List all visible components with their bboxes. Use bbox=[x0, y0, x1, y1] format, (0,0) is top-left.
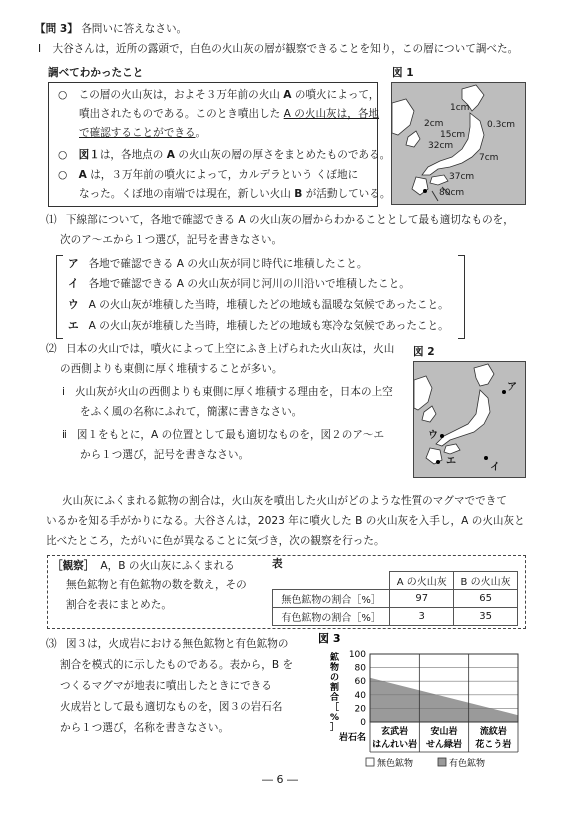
intro-line bbox=[38, 42, 518, 57]
category-label-2-bottom: 花こう岩 bbox=[475, 740, 512, 750]
y-tick-60: 60 bbox=[354, 677, 366, 688]
q2-ii-number: ⅱ bbox=[62, 429, 67, 441]
category-label-0-bottom: はんれい岩 bbox=[372, 740, 418, 750]
cell: 3 bbox=[390, 608, 454, 626]
choice-e bbox=[68, 319, 449, 334]
text: なった。くぼ地の南端では現在，新しい火山 bbox=[79, 188, 295, 200]
obs-line-2: 無色鉱物と有色鉱物の数を数え，その bbox=[66, 579, 247, 591]
choice-i bbox=[68, 277, 410, 292]
finding-2 bbox=[58, 148, 390, 163]
fig1-label-8: 80cm bbox=[439, 188, 465, 198]
question-instruction: 各問いに答えなさい。 bbox=[81, 23, 188, 35]
obs-label: ［観察］ bbox=[52, 560, 95, 572]
text: の噴火によって， bbox=[291, 89, 380, 101]
question-number: 【問 3】 bbox=[35, 23, 78, 35]
q3-line-5: から１つ選び，名称を書きなさい。 bbox=[60, 722, 230, 734]
obs-text: A，B の火山灰にふくまれる bbox=[100, 560, 235, 572]
bullet: ○ bbox=[58, 89, 68, 101]
finding-3-line-2 bbox=[79, 187, 390, 202]
legend-label-colorless: 無色鉱物 bbox=[377, 759, 414, 768]
y-tick-20: 20 bbox=[354, 704, 366, 715]
fig1-label-4: 15cm bbox=[440, 130, 466, 140]
q3-line-1 bbox=[46, 637, 288, 652]
table-title: 表 bbox=[272, 558, 283, 570]
choice-u bbox=[68, 298, 449, 313]
cell: 65 bbox=[454, 590, 518, 608]
q2-number: ⑵ bbox=[46, 343, 57, 355]
q2-ii-text: 図１をもとに，A の位置として最も適切なものを，図２のア～エ bbox=[76, 429, 385, 441]
text: 噴出されたものである。このとき噴出した bbox=[79, 108, 284, 120]
japan-map-figure1 bbox=[392, 83, 525, 204]
figure3-chart bbox=[318, 632, 530, 768]
q3-number: ⑶ bbox=[46, 638, 57, 650]
fig2-title: 図 2 bbox=[413, 346, 435, 358]
choice-text: A の火山灰が堆積した当時，堆積したどの地域も温暖な気候であったこと。 bbox=[88, 299, 449, 311]
choice-text: 各地で確認できる A の火山灰が同じ河川の川沿いで堆積したこと。 bbox=[88, 278, 410, 290]
y-tick-40: 40 bbox=[354, 690, 366, 701]
choice-key: エ bbox=[68, 320, 79, 332]
fig1-map bbox=[391, 82, 526, 205]
category-label-1-top: 安山岩 bbox=[430, 727, 458, 737]
table-row bbox=[273, 590, 518, 608]
q1-line-1 bbox=[46, 213, 514, 228]
x-axis-label: 岩石名 bbox=[338, 733, 366, 743]
fig2-label-u: ウ bbox=[428, 430, 438, 441]
volcano-b: B bbox=[294, 188, 303, 200]
obs-line-3: 割合を表にまとめた。 bbox=[66, 599, 172, 611]
cell: 97 bbox=[390, 590, 454, 608]
q3-text: 図３は，火成岩における無色鉱物と有色鉱物の bbox=[65, 638, 289, 650]
underlined-text: A の火山灰は，各地 bbox=[283, 108, 380, 120]
fig2-map bbox=[413, 361, 526, 478]
y-tick-0: 0 bbox=[360, 718, 366, 728]
table-header-row bbox=[273, 572, 518, 590]
category-label-2-top: 流紋岩 bbox=[479, 727, 507, 737]
q2-text: 日本の火山では，噴火によって上空にふき上げられた火山灰は，火山 bbox=[65, 343, 395, 355]
q3-line-4: 火成岩として最も適切なものを，図３の岩石名 bbox=[60, 701, 283, 713]
choice-a bbox=[68, 257, 367, 272]
legend-swatch-colorless bbox=[366, 758, 374, 766]
row-label: 有色鉱物の割合［%］ bbox=[273, 608, 390, 626]
intro-text: 大谷さんは，近所の露頭で，白色の火山灰の層が観察できることを知り，この層について調べた。 bbox=[52, 43, 519, 55]
finding-1-line-3 bbox=[79, 126, 206, 141]
volcano-a: A bbox=[78, 169, 87, 181]
volcano-a: A bbox=[166, 149, 175, 161]
choice-key: ア bbox=[68, 258, 79, 270]
bullet: ○ bbox=[58, 149, 68, 161]
choice-key: ウ bbox=[68, 299, 79, 311]
mineral-table bbox=[272, 571, 518, 626]
text: の火山灰の層の厚さをまとめたものである。 bbox=[174, 149, 391, 161]
volcano-a: A bbox=[283, 89, 292, 101]
fig1-label-7: 37cm bbox=[449, 172, 475, 182]
table-header-b: B の火山灰 bbox=[454, 572, 518, 590]
y-tick-80: 80 bbox=[354, 663, 366, 674]
fig1-label-3: 0.3cm bbox=[487, 120, 516, 130]
fig2-label-e: エ bbox=[446, 456, 456, 467]
para-line-1: 火山灰にふくまれる鉱物の割合は，火山灰を噴出した火山がどのような性質のマグマでできて bbox=[62, 495, 507, 507]
row-label: 無色鉱物の割合［%］ bbox=[273, 590, 390, 608]
choice-text: A の火山灰が堆積した当時，堆積したどの地域も寒冷な気候であったこと。 bbox=[88, 320, 449, 332]
category-label-0-top: 玄武岩 bbox=[381, 727, 409, 737]
q1-bracket-left bbox=[56, 255, 63, 339]
question-header bbox=[35, 22, 187, 37]
category-label-1-bottom: せん緑岩 bbox=[425, 740, 463, 750]
table-header-empty bbox=[273, 572, 390, 590]
choice-text: 各地で確認できる A の火山灰が同じ時代に堆積したこと。 bbox=[88, 258, 368, 270]
cell: 35 bbox=[454, 608, 518, 626]
q2-i-number: ⅰ bbox=[62, 386, 65, 398]
text: は，各地点の bbox=[99, 149, 167, 161]
underlined-text: で確認することができる bbox=[79, 127, 196, 139]
q1-bracket-right bbox=[458, 255, 465, 339]
fig-ref: 図１ bbox=[78, 149, 100, 161]
legend-swatch-colored bbox=[438, 758, 446, 766]
obs-line-1 bbox=[52, 559, 235, 574]
legend-label-colored: 有色鉱物 bbox=[449, 759, 486, 768]
finding-1-line-1 bbox=[58, 88, 379, 103]
fig1-label-6: 7cm bbox=[479, 153, 499, 163]
fig1-label-5: 32cm bbox=[428, 141, 454, 151]
finding-3-line-1 bbox=[58, 168, 358, 183]
q2-ii-line-1 bbox=[62, 428, 384, 443]
q2-i-line-1 bbox=[62, 385, 393, 400]
table-row bbox=[273, 608, 518, 626]
q2-i-text: 火山灰が火山の西側よりも東側に厚く堆積する理由を，日本の上空 bbox=[74, 386, 393, 398]
fig1-label-2: 2cm bbox=[424, 119, 444, 129]
text: が活動している。 bbox=[302, 188, 391, 200]
text: 。 bbox=[195, 127, 207, 139]
findings-title: 調べてわかったこと bbox=[48, 67, 144, 79]
q1-number: ⑴ bbox=[46, 214, 57, 226]
y-tick-100: 100 bbox=[348, 650, 366, 660]
q1-line-2: 次のア～エから１つ選び，記号を書きなさい。 bbox=[60, 234, 283, 246]
fig1-label-1: 1cm bbox=[450, 103, 470, 113]
page-number: ― 6 ― bbox=[262, 773, 298, 786]
para-line-2: いるかを知る手がかりになる。大谷さんは，2023 年に噴火した B の火山灰を入手し，A の火山灰と bbox=[46, 515, 525, 527]
finding-1-line-2 bbox=[79, 107, 379, 122]
q2-ii-line-2: から１つ選び，記号を書きなさい。 bbox=[80, 449, 250, 461]
q2-line-2: の西側よりも東側に厚く堆積することが多い。 bbox=[60, 363, 283, 375]
text: は，３万年前の噴火によって，カルデラという くぼ地に bbox=[86, 169, 359, 181]
fig2-label-i: イ bbox=[490, 462, 500, 473]
q1-text: 下線部について，各地で確認できる A の火山灰の層からわかることとして最も適切なものを， bbox=[65, 214, 514, 226]
bullet: ○ bbox=[58, 169, 68, 181]
q2-i-line-2: をふく風の名称にふれて，簡潔に書きなさい。 bbox=[80, 406, 303, 418]
chart-title: 図 3 bbox=[318, 632, 341, 645]
q2-line-1 bbox=[46, 342, 394, 357]
text: この層の火山灰は，およそ３万年前の火山 bbox=[78, 89, 284, 101]
intro-number: Ⅰ bbox=[38, 43, 42, 55]
y-axis-label: 鉱物の割合［%］ bbox=[330, 653, 340, 733]
para-line-3: 比べたところ，たがいに色が異なることに気づき，次の観察を行った。 bbox=[46, 535, 385, 547]
q3-line-3: つくるマグマが地表に噴出したときにできる bbox=[60, 680, 272, 692]
q3-line-2: 割合を模式的に示したものである。表から，B を bbox=[60, 659, 294, 671]
fig2-label-a: ア bbox=[507, 382, 517, 393]
fig1-title: 図 1 bbox=[392, 67, 414, 79]
table-header-a: A の火山灰 bbox=[390, 572, 454, 590]
choice-key: イ bbox=[68, 278, 79, 290]
